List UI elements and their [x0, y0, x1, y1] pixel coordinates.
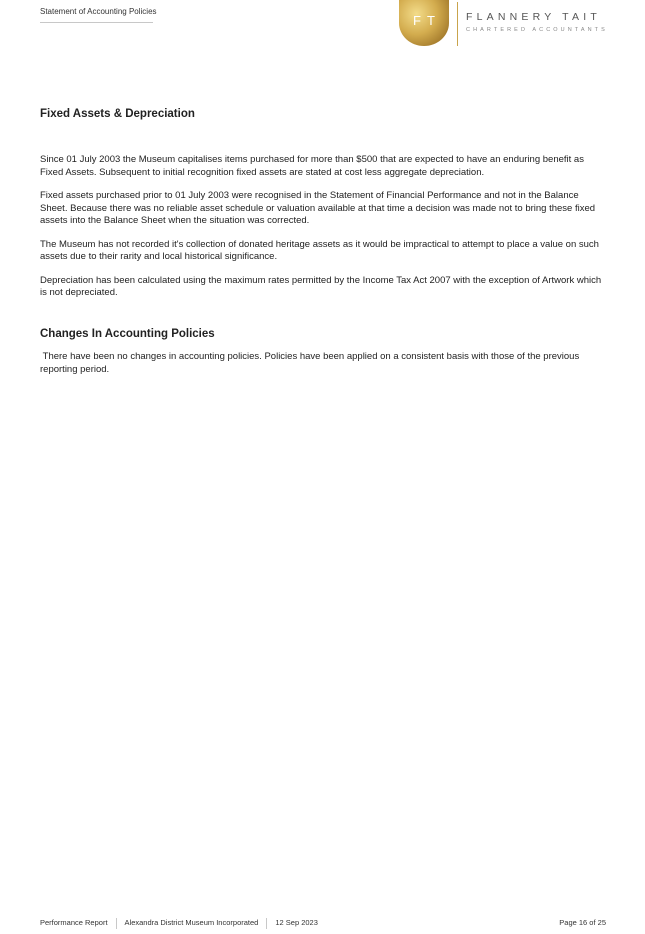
fixed-assets-paragraph: Since 01 July 2003 the Museum capitalises items purchased for more than $500 that are expected to have an enduring benefit as Fixed Assets. Subsequent to initial recognition fixed assets are stated at cost less aggregate depreciation. [40, 154, 584, 178]
firm-logo-icon [399, 0, 449, 46]
fixed-assets-body [40, 154, 606, 311]
changes-body [40, 351, 606, 376]
footer-separator [116, 918, 117, 929]
changes-heading: Changes In Accounting Policies [40, 328, 215, 340]
footer-date: 12 Sep 2023 [275, 918, 318, 927]
changes-paragraph: There have been no changes in accounting policies. Policies have been applied on a consistent basis with those of the previous reporting period. [40, 351, 582, 375]
logo-divider [457, 2, 458, 46]
footer-separator [266, 918, 267, 929]
footer-left [40, 917, 318, 929]
header-section-title: Statement of Accounting Policies [40, 7, 157, 16]
fixed-assets-paragraph: The Museum has not recorded it's collection of donated heritage assets as it would be impractical to attempt to place a value on such assets due to their rarity and local historical significance. [40, 238, 599, 262]
fixed-assets-paragraph: Depreciation has been calculated using the maximum rates permitted by the Income Tax Act 2007 with the exception of Artwork which is not depreciated. [40, 274, 602, 298]
fixed-assets-heading: Fixed Assets & Depreciation [40, 108, 195, 120]
logo-initials: FT [413, 13, 441, 28]
header-rule [40, 22, 153, 23]
fixed-assets-paragraph: Fixed assets purchased prior to 01 July 2003 were recognised in the Statement of Financial Performance and not in the Balance Sheet. Because there was no reliable asset schedule or valuation available at that time a decision was made not to bring these fixed assets into the Balance Sheet when the situation was corrected. [40, 190, 596, 226]
footer-report-name: Performance Report [40, 918, 108, 927]
footer-organisation: Alexandra District Museum Incorporated [124, 918, 259, 927]
footer-page-number: Page 16 of 25 [559, 918, 606, 927]
firm-tagline: CHARTERED ACCOUNTANTS [466, 27, 608, 33]
page-footer [40, 917, 606, 929]
firm-name: FLANNERY TAIT [466, 11, 601, 23]
